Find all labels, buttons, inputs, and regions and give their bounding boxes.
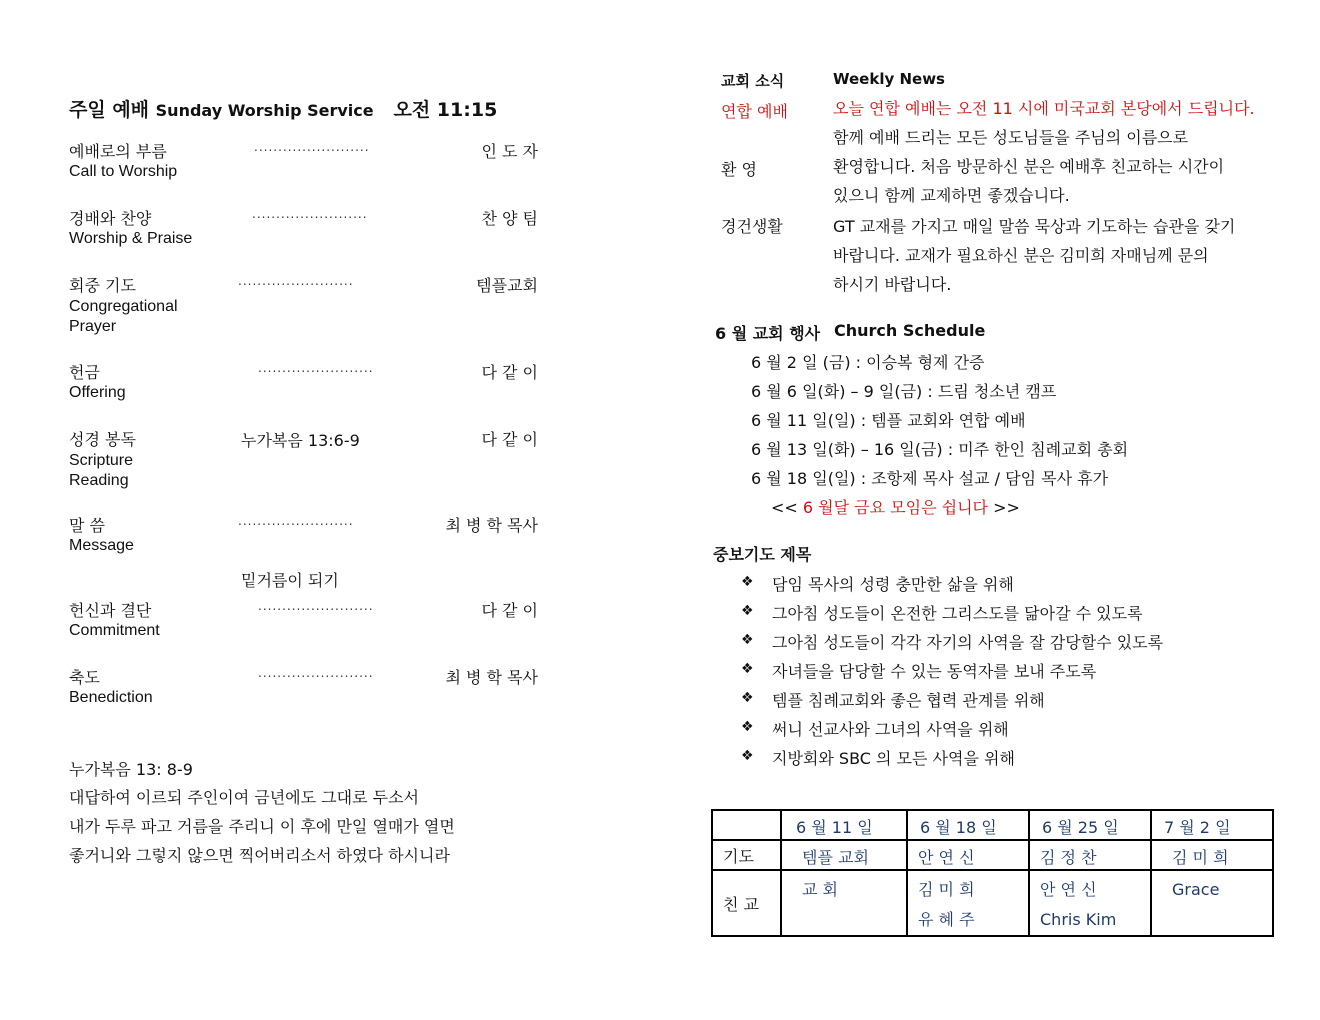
schedule-notice [771, 495, 1020, 518]
order-item-en: Message [69, 537, 134, 554]
joint-service-label: 연합 예배 [721, 102, 788, 121]
fellowship-name: 안 연 신 [1040, 880, 1097, 899]
order-dots: ........................ [258, 361, 374, 375]
order-item-ko: 말 씀 [69, 516, 105, 535]
schedule-event: 6 월 13 일(화) – 16 일(금) : 미주 한인 침례교회 총회 [751, 440, 1129, 459]
order-item-leader: 다 같 이 [481, 601, 538, 620]
worship-title-ko: 주일 예배 [69, 99, 150, 121]
date-cell: 6 월 11 일 [781, 810, 907, 840]
welcome-line: 함께 예배 드리는 모든 성도님들을 주님의 이름으로 [833, 128, 1189, 147]
order-dots: ........................ [258, 599, 374, 613]
fellowship-cell [781, 870, 907, 936]
worship-title [69, 95, 497, 122]
prayer-item: 템플 침례교회와 좋은 협력 관계를 위해 [772, 691, 1045, 710]
order-item-en: Worship & Praise [69, 230, 193, 247]
diamond-bullet-icon: ❖ [741, 719, 754, 735]
order-item-leader: 최 병 학 목사 [445, 668, 538, 687]
devotion-label: 경건생활 [721, 217, 783, 236]
fellowship-cell [907, 870, 1029, 936]
table-row [712, 870, 1273, 936]
table-corner-cell [712, 810, 781, 840]
schedule-event: 6 월 2 일 (금) : 이승복 형제 간증 [751, 353, 985, 372]
table-row [712, 840, 1273, 870]
order-item-ko: 회중 기도 [69, 276, 136, 295]
prayer-row-label: 기도 [712, 840, 781, 870]
welcome-line: 환영합니다. 처음 방문하신 분은 예배후 친교하는 시간이 [833, 157, 1225, 176]
order-item-en: Benediction [69, 689, 153, 706]
order-item-leader: 최 병 학 목사 [445, 516, 538, 535]
fellowship-name: 교 회 [802, 880, 838, 899]
fellowship-name: Grace [1172, 880, 1220, 899]
order-item-leader: 템플교회 [476, 276, 538, 295]
prayer-item: 써니 선교사와 그녀의 사역을 위해 [772, 720, 1009, 739]
welcome-label: 환 영 [721, 160, 757, 179]
order-item-ko: 헌금 [69, 363, 100, 382]
order-item-en: Congregational Prayer [69, 298, 178, 335]
scripture-reference: 누가복음 13:6-9 [241, 431, 360, 450]
date-cell: 6 월 25 일 [1029, 810, 1151, 840]
order-item-en: Offering [69, 384, 126, 401]
news-header-en: Weekly News [833, 70, 945, 88]
notice-text: 6 월달 금요 모임은 쉽니다 [802, 498, 988, 517]
fellowship-row-label: 친 교 [712, 870, 781, 936]
diamond-bullet-icon: ❖ [741, 661, 754, 677]
devotion-line: GT 교재를 가지고 매일 말씀 묵상과 기도하는 습관을 갖기 [833, 217, 1236, 236]
prayer-item: 그아침 성도들이 온전한 그리스도를 닮아갈 수 있도록 [772, 604, 1143, 623]
order-item-ko: 성경 봉독 [69, 430, 136, 449]
diamond-bullet-icon: ❖ [741, 603, 754, 619]
worship-title-time: 오전 11:15 [393, 99, 498, 121]
order-item-ko: 예배로의 부름 [69, 142, 167, 161]
order-item-en: Call to Worship [69, 163, 178, 180]
verse-line: 대답하여 이르되 주인이여 금년에도 그대로 두소서 [69, 788, 420, 807]
welcome-line: 있으니 함께 교제하면 좋겠습니다. [833, 186, 1070, 205]
fellowship-cell [1029, 870, 1151, 936]
fellowship-cell [1151, 870, 1273, 936]
schedule-event: 6 월 18 일(일) : 조항제 목사 설교 / 담임 목사 휴가 [751, 469, 1109, 488]
order-item-leader: 찬 양 팀 [481, 209, 538, 228]
diamond-bullet-icon: ❖ [741, 632, 754, 648]
date-cell: 7 월 2 일 [1151, 810, 1273, 840]
prayer-item: 지방회와 SBC 의 모든 사역을 위해 [772, 749, 1015, 768]
verse-reference: 누가복음 13: 8-9 [69, 760, 193, 779]
schedule-event: 6 월 11 일(일) : 템플 교회와 연합 예배 [751, 411, 1026, 430]
diamond-bullet-icon: ❖ [741, 690, 754, 706]
joint-service-text: 오늘 연합 예배는 오전 11 시에 미국교회 본당에서 드립니다. [833, 99, 1255, 118]
fellowship-name: Chris Kim [1040, 910, 1117, 929]
order-dots: ........................ [252, 207, 368, 221]
order-item-leader: 인 도 자 [481, 142, 538, 161]
order-item-en: Commitment [69, 622, 160, 639]
order-item-ko: 헌신과 결단 [69, 601, 152, 620]
fellowship-name: 유 혜 주 [918, 910, 975, 929]
devotion-line: 하시기 바랍니다. [833, 275, 952, 294]
date-cell: 6 월 18 일 [907, 810, 1029, 840]
order-dots: ........................ [238, 514, 354, 528]
prayer-cell: 김 미 희 [1151, 840, 1273, 870]
order-item-ko: 경배와 찬양 [69, 209, 152, 228]
duty-table [711, 809, 1274, 937]
prayer-cell: 안 연 신 [907, 840, 1029, 870]
prayer-cell: 템플 교회 [781, 840, 907, 870]
notice-prefix: << [771, 498, 798, 517]
order-item-leader: 다 같 이 [481, 430, 538, 449]
diamond-bullet-icon: ❖ [741, 748, 754, 764]
verse-line: 좋거니와 그렇지 않으면 찍어버리소서 하였다 하시니라 [69, 846, 450, 865]
diamond-bullet-icon: ❖ [741, 574, 754, 590]
schedule-event: 6 월 6 일(화) – 9 일(금) : 드림 청소년 캠프 [751, 382, 1057, 401]
worship-title-en: Sunday Worship Service [155, 101, 374, 120]
prayer-item: 그아침 성도들이 각각 자기의 사역을 잘 감당할수 있도록 [772, 633, 1164, 652]
sermon-title: 밑거름이 되기 [241, 571, 339, 590]
order-dots: ........................ [258, 666, 374, 680]
notice-suffix: >> [993, 498, 1020, 517]
order-item-en: Scripture Reading [69, 452, 134, 489]
schedule-header-ko: 6 월 교회 행사 [715, 324, 821, 343]
order-dots: ........................ [254, 140, 370, 154]
news-header-ko: 교회 소식 [721, 72, 785, 90]
order-item-ko: 축도 [69, 668, 100, 687]
verse-line: 내가 두루 파고 거름을 주리니 이 후에 만일 열매가 열면 [69, 817, 455, 836]
prayer-header: 중보기도 제목 [713, 545, 812, 564]
table-row [712, 810, 1273, 840]
prayer-item: 담임 목사의 성령 충만한 삶을 위해 [772, 575, 1014, 594]
order-item-leader: 다 같 이 [481, 363, 538, 382]
order-dots: ........................ [238, 274, 354, 288]
schedule-header-en: Church Schedule [834, 321, 986, 340]
prayer-item: 자녀들을 담당할 수 있는 동역자를 보내 주도록 [772, 662, 1097, 681]
devotion-line: 바랍니다. 교재가 필요하신 분은 김미희 자매님께 문의 [833, 246, 1209, 265]
prayer-cell: 김 정 찬 [1029, 840, 1151, 870]
fellowship-name: 김 미 희 [918, 880, 975, 899]
